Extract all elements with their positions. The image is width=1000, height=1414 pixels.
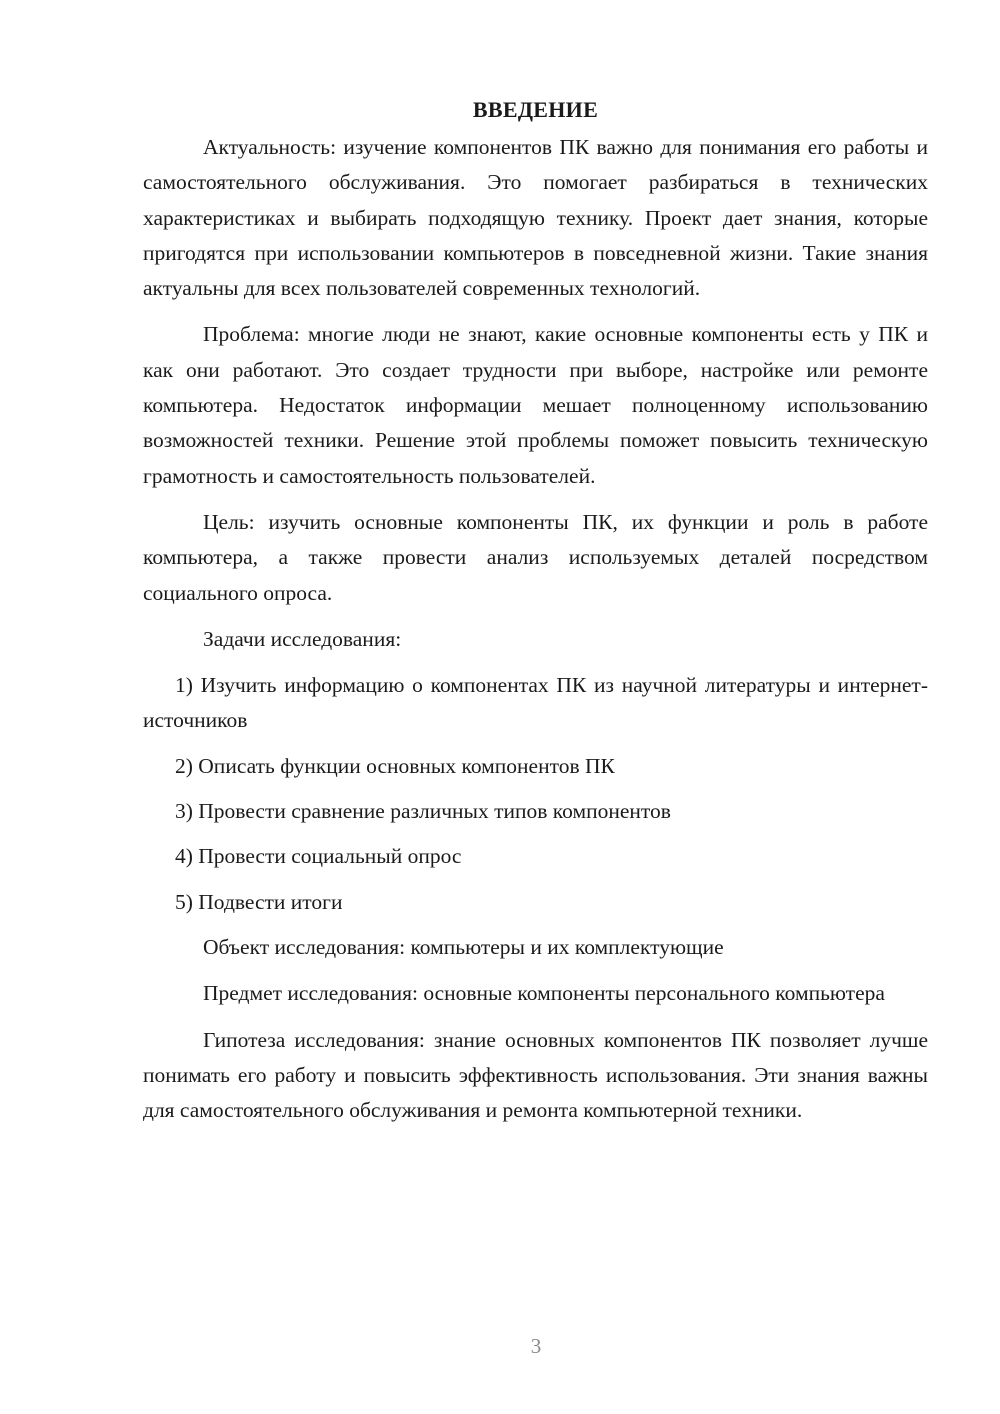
page-title: ВВЕДЕНИЕ xyxy=(472,97,599,122)
list-item: 1) Изучить информацию о компонентах ПК из научной литературы и интернет-источников xyxy=(143,673,928,733)
paragraph-relevance: Актуальность: изучение компонентов ПК важно для понимания его работы и самостоятельного обслуживания. Это помогает разбираться в технических характеристиках и выбирать подходящую технику. Проект дает знания, которые пригодятся при использовании компьютеров в повседневной жизни. Такие знания актуальны для всех пользователей современных технологий. xyxy=(143,135,928,301)
document-page xyxy=(143,92,928,1139)
paragraph-problem: Проблема: многие люди не знают, какие основные компоненты есть у ПК и как они работают. Это создает трудности при выборе, настройке или ремонте компьютера. Недостаток информации мешает полноценному использованию возможностей техники. Решение этой проблемы поможет повысить техническую грамотность и самостоятельность пользователей. xyxy=(143,322,928,488)
tasks-list xyxy=(143,668,928,920)
list-item: 2) Описать функции основных компонентов ПК xyxy=(175,753,615,778)
paragraph-goal: Цель: изучить основные компоненты ПК, их функции и роль в работе компьютера, а также провести анализ используемых деталей посредством социального опроса. xyxy=(143,509,928,605)
page-number: 3 xyxy=(530,1334,542,1358)
paragraph-hypothesis: Гипотеза исследования: знание основных компонентов ПК позволяет лучше понимать его работу и повысить эффективность использования. Эти знания важны для самостоятельного обслуживания и ремонта компьютерной техники. xyxy=(143,1027,928,1123)
tasks-title: Задачи исследования: xyxy=(203,626,402,651)
list-item: 3) Провести сравнение различных типов компонентов xyxy=(175,799,671,824)
paragraph-subject: Предмет исследования: основные компоненты персонального компьютера xyxy=(203,981,885,1006)
list-item: 5) Подвести итоги xyxy=(175,889,343,914)
paragraph-object: Объект исследования: компьютеры и их комплектующие xyxy=(203,934,724,959)
list-item: 4) Провести социальный опрос xyxy=(175,844,462,869)
